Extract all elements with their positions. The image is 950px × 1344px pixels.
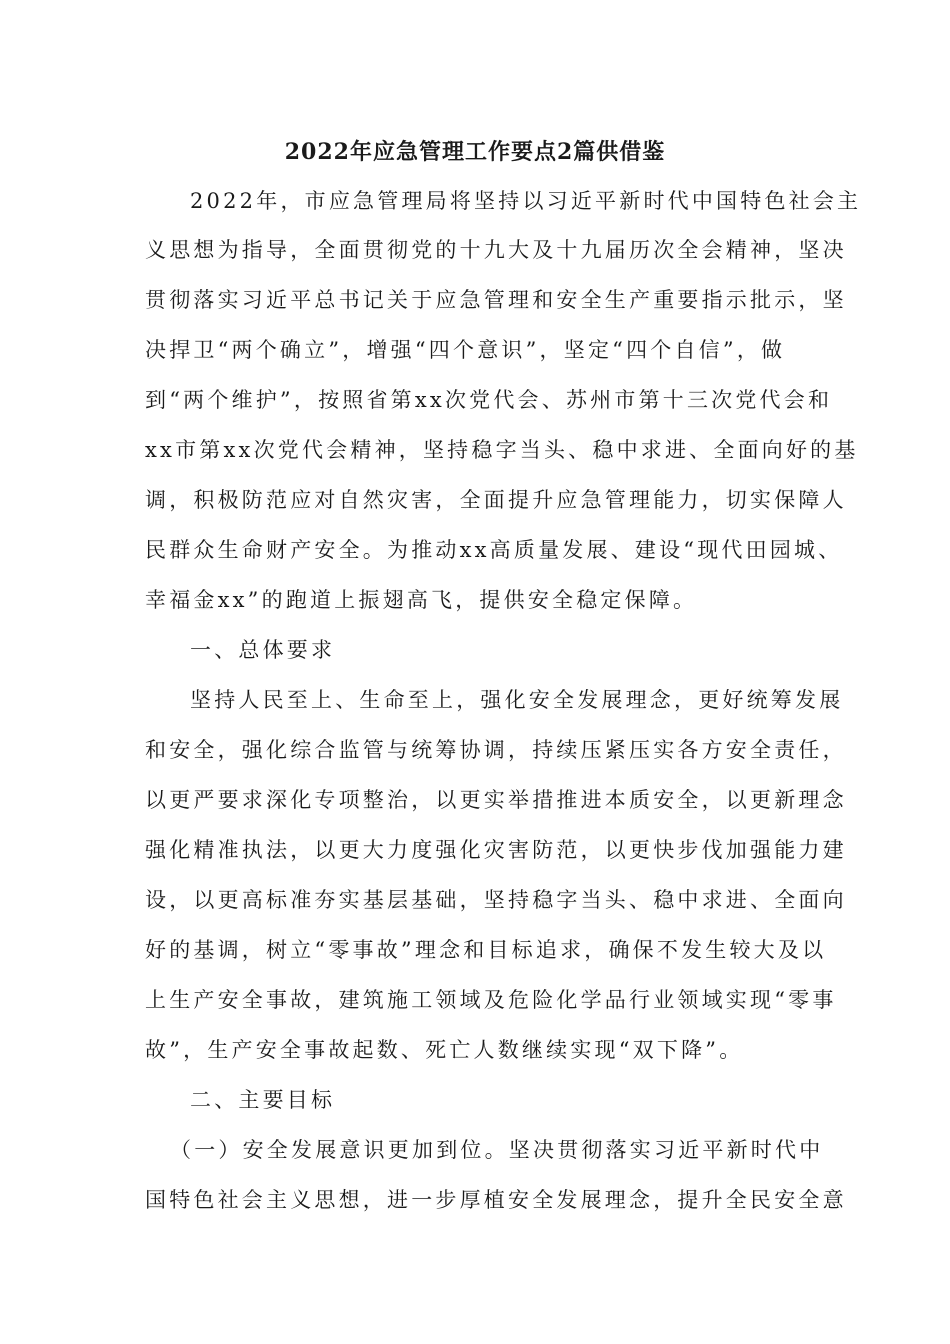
paragraph-line: 贯彻落实习近平总书记关于应急管理和安全生产重要指示批示，坚: [145, 288, 847, 312]
paragraph-line: 上生产安全事故，建筑施工领域及危险化学品行业领域实现“零事: [145, 988, 837, 1012]
paragraph-line: 设，以更高标准夯实基层基础，坚持稳字当头、稳中求进、全面向: [145, 888, 847, 912]
paragraph-line: 义思想为指导，全面贯彻党的十九大及十九届历次全会精神，坚决: [145, 238, 847, 262]
section-heading: 二、主要目标: [190, 1088, 336, 1112]
paragraph-line: 和安全，强化综合监管与统筹协调，持续压紧压实各方安全责任，: [145, 738, 847, 762]
paragraph-line: 强化精准执法，以更大力度强化灾害防范，以更快步伐加强能力建: [145, 838, 847, 862]
paragraph-line: 调，积极防范应对自然灾害，全面提升应急管理能力，切实保障人: [145, 488, 847, 512]
paragraph-line: 国特色社会主义思想，进一步厚植安全发展理念，提升全民安全意: [145, 1188, 847, 1212]
document-title: 2022年应急管理工作要点2篇供借鉴: [284, 139, 666, 165]
paragraph-line: 2022年，市应急管理局将坚持以习近平新时代中国特色社会主: [190, 189, 862, 213]
paragraph-line: 好的基调，树立“零事故”理念和目标追求，确保不发生较大及以: [145, 938, 827, 962]
paragraph-line: 故”，生产安全事故起数、死亡人数继续实现“双下降”。: [145, 1038, 744, 1062]
paragraph-line: （一）安全发展意识更加到位。坚决贯彻落实习近平新时代中: [170, 1138, 824, 1162]
paragraph-line: 幸福金xx”的跑道上振翅高飞，提供安全稳定保障。: [145, 588, 698, 612]
paragraph-line: xx市第xx次党代会精神，坚持稳字当头、稳中求进、全面向好的基: [145, 438, 859, 462]
paragraph-line: 坚持人民至上、生命至上，强化安全发展理念，更好统筹发展: [190, 688, 844, 712]
section-heading: 一、总体要求: [190, 638, 336, 662]
paragraph-line: 以更严要求深化专项整治，以更实举措推进本质安全，以更新理念: [145, 788, 847, 812]
paragraph-line: 到“两个维护”，按照省第xx次党代会、苏州市第十三次党代会和: [145, 388, 833, 412]
paragraph-line: 决捍卫“两个确立”，增强“四个意识”，坚定“四个自信”，做: [145, 338, 786, 362]
paragraph-line: 民群众生命财产安全。为推动xx高质量发展、建设“现代田园城、: [145, 538, 843, 562]
